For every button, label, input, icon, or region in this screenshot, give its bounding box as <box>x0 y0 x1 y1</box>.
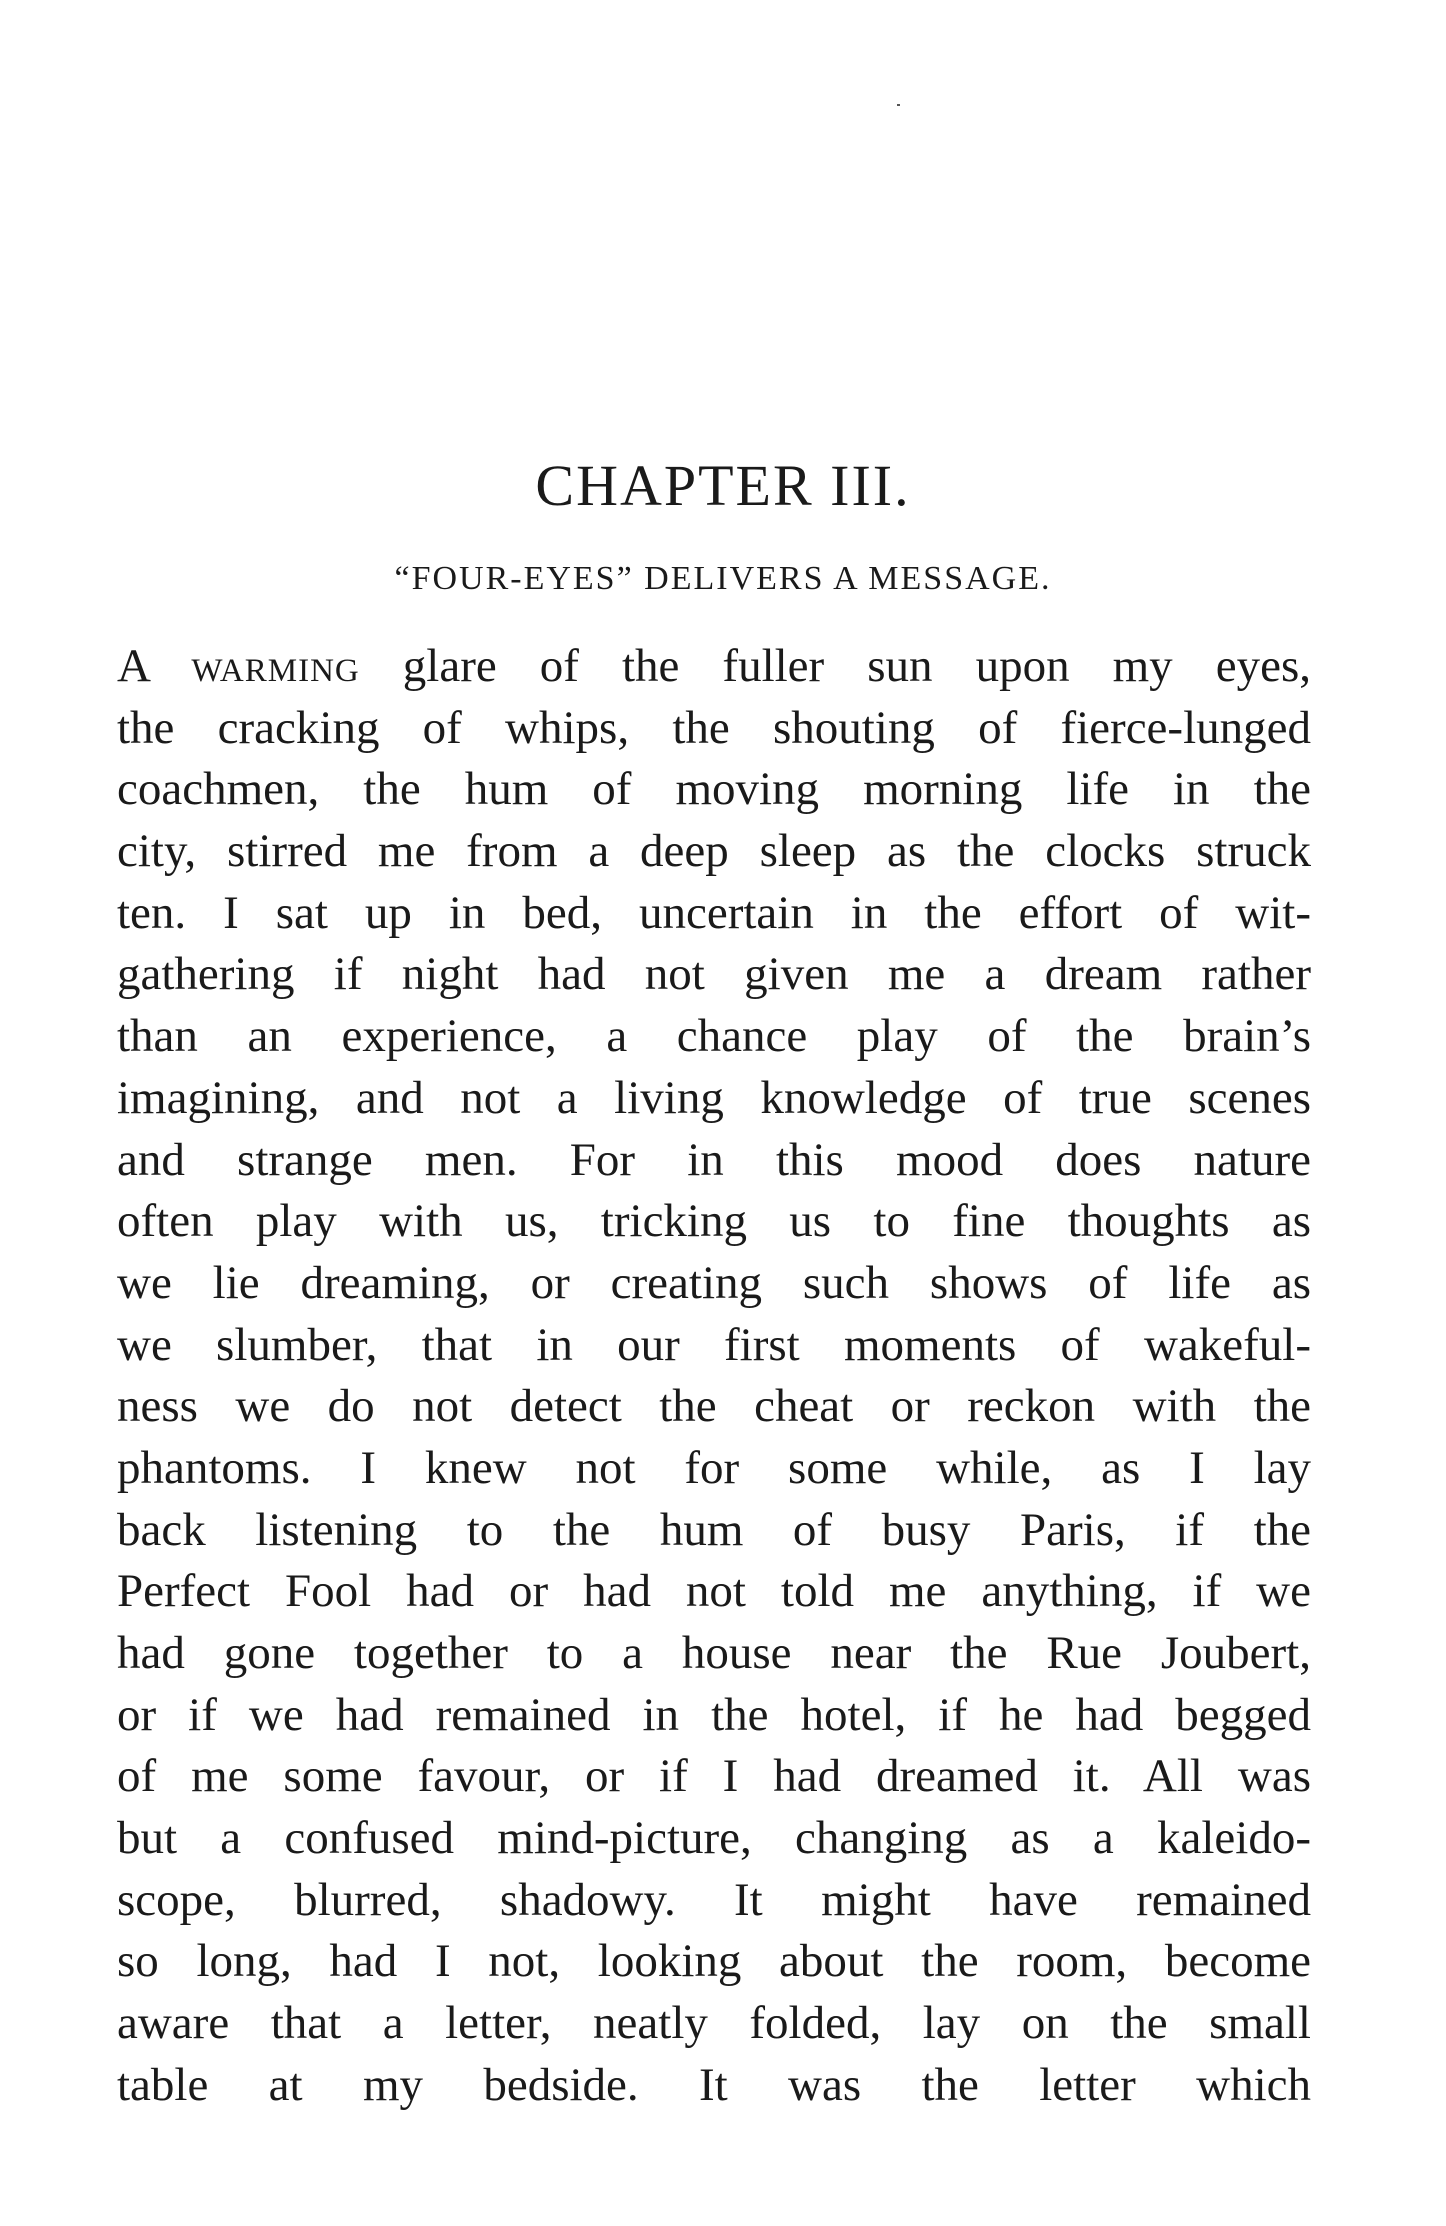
text-line: so long, had I not, looking about the room, become <box>117 1935 1311 1988</box>
body-text <box>117 636 1311 2117</box>
text-line: ness we do not detect the cheat or reckon with the <box>117 1380 1311 1433</box>
text-line: phantoms. I knew not for some while, as I lay <box>117 1441 1311 1494</box>
dropcap: A <box>117 640 149 692</box>
text-line: and strange men. For in this mood does nature <box>117 1133 1311 1186</box>
chapter-title: CHAPTER III. <box>535 453 911 518</box>
text-line-1 <box>117 636 1311 698</box>
text-line: scope, blurred, shadowy. It might have remained <box>117 1873 1311 1926</box>
text-line: we slumber, that in our first moments of wakeful- <box>117 1318 1311 1371</box>
text-line: gathering if night had not given me a dream rather <box>117 948 1311 1001</box>
text-line: coachmen, the hum of moving morning life in the <box>117 763 1311 816</box>
text-line: imagining, and not a living knowledge of true scenes <box>117 1071 1311 1124</box>
text-line: city, stirred me from a deep sleep as the clocks struck <box>117 825 1311 878</box>
text-line: Perfect Fool had or had not told me anything, if we <box>117 1565 1311 1618</box>
text-line: than an experience, a chance play of the brain’s <box>117 1010 1311 1063</box>
page-speck <box>897 104 900 106</box>
text-line: table at my bedside. It was the letter which <box>117 2058 1311 2111</box>
text-line: or if we had remained in the hotel, if he had begged <box>117 1688 1311 1741</box>
text-line: of me some favour, or if I had dreamed it. All was <box>117 1750 1311 1803</box>
text-line: back listening to the hum of busy Paris, if the <box>117 1503 1311 1556</box>
text-line: had gone together to a house near the Rue Joubert, <box>117 1627 1311 1679</box>
text-line: ten. I sat up in bed, uncertain in the effort of wit- <box>117 886 1311 939</box>
chapter-subtitle: “FOUR-EYES” DELIVERS A MESSAGE. <box>394 560 1052 597</box>
text-line: the cracking of whips, the shouting of fierce-lunged <box>117 701 1311 754</box>
text-line: we lie dreaming, or creating such shows of life as <box>117 1256 1311 1309</box>
line-text: glare of the fuller sun upon my eyes, <box>359 640 1311 692</box>
text-line: often play with us, tricking us to fine thoughts as <box>117 1195 1311 1248</box>
text-line: aware that a letter, neatly folded, lay on the small <box>117 1997 1311 2050</box>
text-line: but a confused mind-picture, changing as a kaleido- <box>117 1812 1311 1865</box>
smallcaps-word: warming <box>191 640 360 692</box>
